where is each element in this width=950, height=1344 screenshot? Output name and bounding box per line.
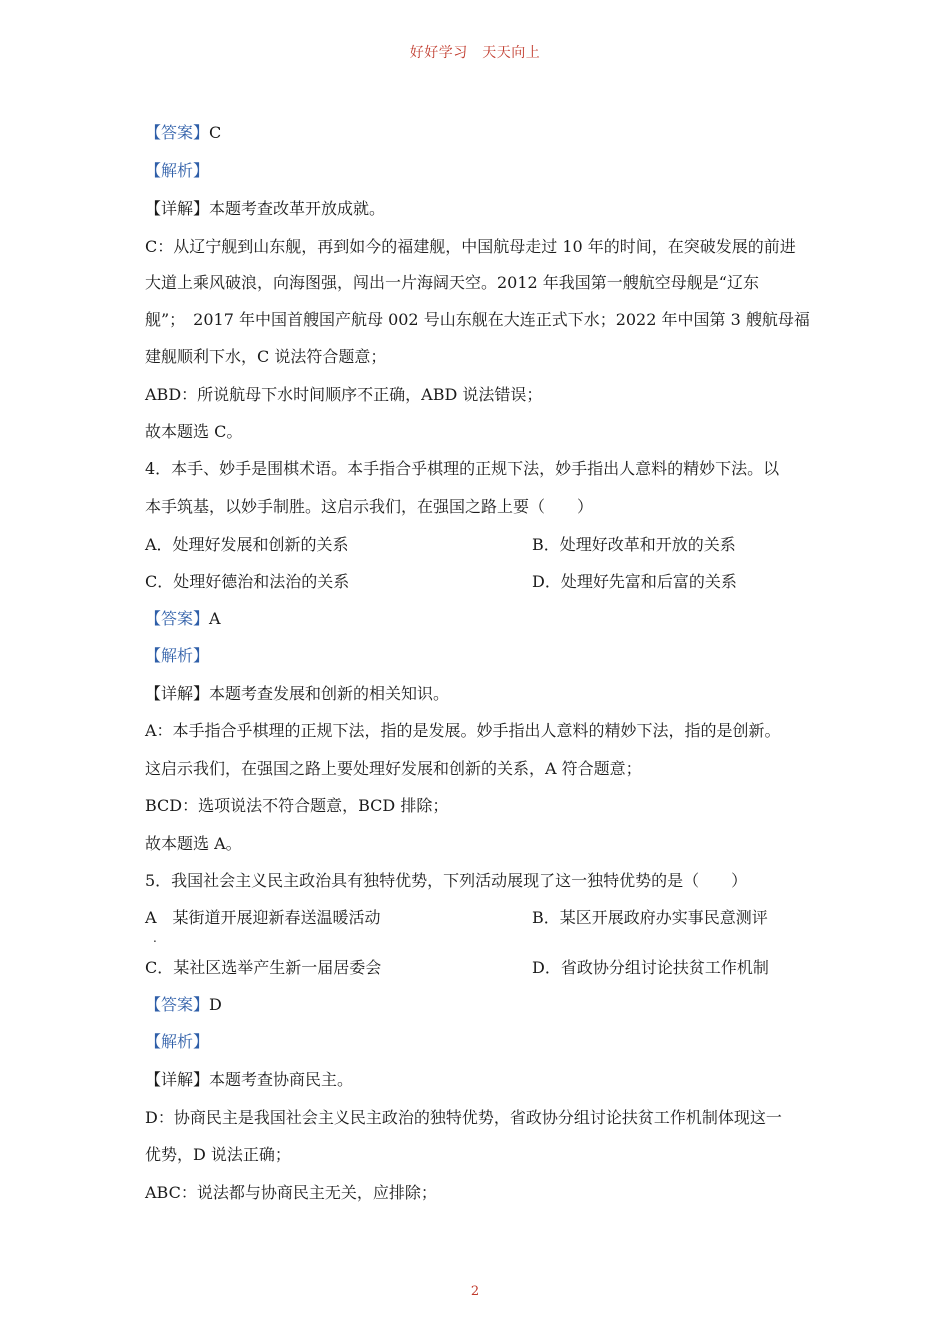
q5-stem-1: 5．我国社会主义民主政治具有独特优势，下列活动展现了这一独特优势的是（ ）	[145, 871, 748, 890]
q3-line-3: 舰”； 2017 年中国首艘国产航母 002 号山东舰在大连正式下水；2022 年中国第 3 艘航母福	[145, 310, 810, 329]
q3-detail	[145, 198, 385, 220]
q5-line-1: D：协商民主是我国社会主义民主政治的独特优势，省政协分组讨论扶贫工作机制体现这一	[145, 1108, 782, 1127]
q3-line-1: C：从辽宁舰到山东舰，再到如今的福建舰，中国航母走过 10 年的时间，在突破发展的前进	[145, 237, 796, 256]
detail-tag: 【详解】	[145, 1070, 210, 1089]
answer-tag: 【答案】	[145, 995, 210, 1014]
option-a-dot: .	[153, 931, 157, 945]
q4-answer	[145, 608, 221, 630]
q5-analysis-tag: 【解析】	[145, 1032, 210, 1051]
answer-value: C	[209, 123, 222, 142]
answer-tag: 【答案】	[145, 609, 210, 628]
q4-line-2: 这启示我们，在强国之路上要处理好发展和创新的关系，A 符合题意；	[145, 759, 642, 778]
answer-value: A	[209, 609, 221, 628]
q4-option-c: C．处理好德治和法治的关系	[145, 572, 350, 591]
q4-detail	[145, 683, 449, 705]
q5-line-2: 优势，D 说法正确；	[145, 1145, 291, 1164]
q3-line-5: ABD：所说航母下水时间顺序不正确，ABD 说法错误；	[145, 385, 543, 404]
q5-line-3: ABC：说法都与协商民主无关，应排除；	[145, 1183, 437, 1202]
q5-detail	[145, 1069, 353, 1091]
detail-tag: 【详解】	[145, 684, 210, 703]
answer-tag: 【答案】	[145, 123, 210, 142]
q5-option-b: B．某区开展政府办实事民意测评	[532, 908, 768, 927]
q4-line-1: A：本手指合乎棋理的正规下法，指的是发展。妙手指出人意料的精妙下法，指的是创新。	[145, 721, 781, 740]
q5-option-c: C．某社区选举产生新一届居委会	[145, 958, 382, 977]
q4-option-a: A．处理好发展和创新的关系	[145, 535, 349, 554]
page-number: 2	[470, 1284, 480, 1299]
q3-answer	[145, 122, 221, 144]
q4-option-b: B．处理好改革和开放的关系	[532, 535, 736, 554]
q3-line-4: 建舰顺利下水，C 说法符合题意；	[145, 347, 387, 366]
q5-answer	[145, 994, 222, 1016]
q5-option-a: A 某街道开展迎新春送温暖活动	[145, 908, 381, 927]
q4-line-3: BCD：选项说法不符合题意，BCD 排除；	[145, 796, 449, 815]
q4-stem-1: 4．本手、妙手是围棋术语。本手指合乎棋理的正规下法，妙手指出人意料的精妙下法。以	[145, 459, 780, 478]
q3-line-2: 大道上乘风破浪，向海图强，闯出一片海阔天空。2012 年我国第一艘航空母舰是“辽东	[145, 273, 759, 292]
detail-title: 本题考查发展和创新的相关知识。	[209, 684, 450, 703]
q4-analysis-tag: 【解析】	[145, 646, 210, 665]
q3-line-6: 故本题选 C。	[145, 422, 243, 441]
detail-title: 本题考查改革开放成就。	[209, 199, 386, 218]
q3-analysis-tag: 【解析】	[145, 161, 210, 180]
q4-stem-2: 本手筑基，以妙手制胜。这启示我们，在强国之路上要（ ）	[145, 497, 594, 516]
q4-line-4: 故本题选 A。	[145, 834, 242, 853]
q5-option-d: D．省政协分组讨论扶贫工作机制	[532, 958, 769, 977]
detail-tag: 【详解】	[145, 199, 210, 218]
q4-option-d: D．处理好先富和后富的关系	[532, 572, 737, 591]
answer-value: D	[209, 995, 222, 1014]
page-header: 好好学习 天天向上	[409, 45, 541, 61]
detail-title: 本题考查协商民主。	[209, 1070, 354, 1089]
